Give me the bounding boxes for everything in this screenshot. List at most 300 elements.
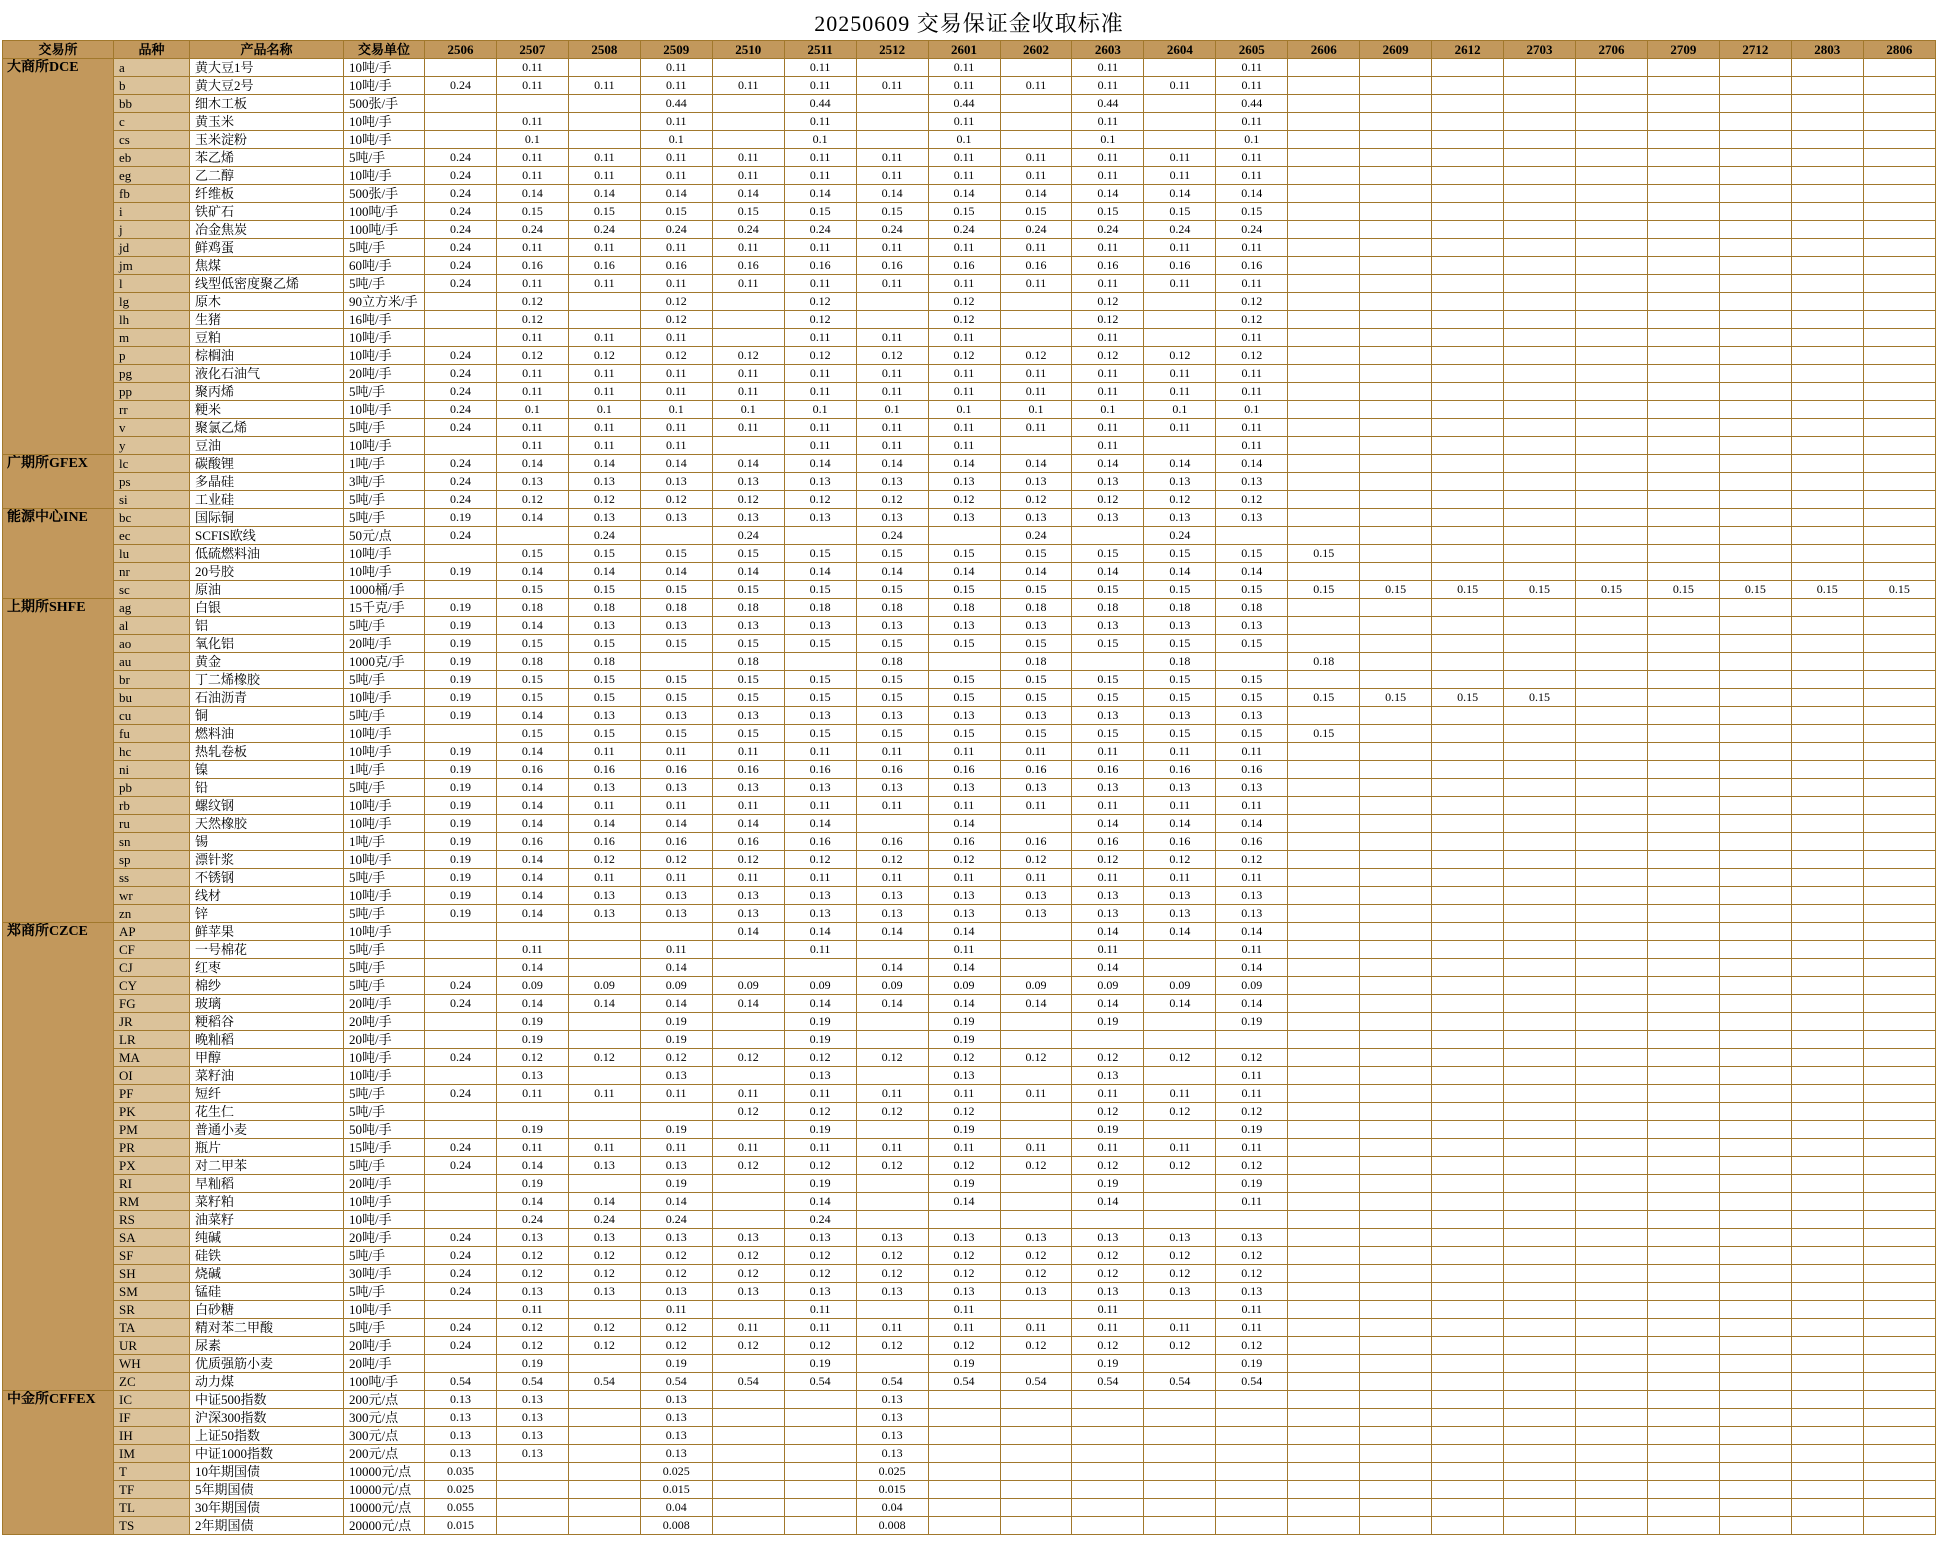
margin-value-cell: 0.16 <box>712 761 784 779</box>
margin-value-cell: 0.12 <box>856 347 928 365</box>
margin-value-cell: 0.44 <box>1216 95 1288 113</box>
margin-value-cell: 0.11 <box>1072 1301 1144 1319</box>
margin-value-cell <box>1791 1373 1863 1391</box>
margin-value-cell <box>1432 1463 1504 1481</box>
margin-value-cell <box>496 527 568 545</box>
margin-value-cell: 0.18 <box>496 599 568 617</box>
margin-value-cell: 0.11 <box>784 869 856 887</box>
margin-value-cell <box>1791 419 1863 437</box>
margin-value-cell <box>1576 131 1648 149</box>
margin-value-cell: 0.16 <box>1216 833 1288 851</box>
margin-value-cell <box>1432 743 1504 761</box>
product-row <box>3 401 1936 419</box>
margin-value-cell <box>1576 1517 1648 1535</box>
margin-value-cell <box>425 59 497 77</box>
margin-value-cell <box>1360 923 1432 941</box>
margin-value-cell: 0.12 <box>1072 293 1144 311</box>
margin-value-cell <box>1576 1319 1648 1337</box>
product-row <box>3 185 1936 203</box>
contract-column-header: 2509 <box>640 41 712 59</box>
product-name-cell: 漂针浆 <box>190 851 344 869</box>
trade-unit-cell: 500张/手 <box>344 95 425 113</box>
margin-value-cell <box>1432 815 1504 833</box>
product-row <box>3 1229 1936 1247</box>
margin-value-cell: 0.15 <box>1000 581 1072 599</box>
margin-value-cell <box>1360 347 1432 365</box>
margin-value-cell <box>1288 1265 1360 1283</box>
margin-value-cell: 0.11 <box>1144 869 1216 887</box>
contract-column-header: 2703 <box>1504 41 1576 59</box>
product-name-cell: 螺纹钢 <box>190 797 344 815</box>
margin-value-cell <box>1072 1445 1144 1463</box>
margin-value-cell: 0.14 <box>640 563 712 581</box>
margin-value-cell <box>1432 1355 1504 1373</box>
margin-value-cell: 0.15 <box>1072 671 1144 689</box>
margin-value-cell: 0.11 <box>1072 1139 1144 1157</box>
margin-value-cell <box>712 329 784 347</box>
margin-value-cell <box>1791 743 1863 761</box>
margin-value-cell <box>1863 977 1935 995</box>
margin-value-cell: 0.015 <box>425 1517 497 1535</box>
margin-value-cell: 0.14 <box>1000 185 1072 203</box>
margin-value-cell: 0.15 <box>1216 635 1288 653</box>
margin-value-cell: 0.54 <box>568 1373 640 1391</box>
margin-value-cell <box>1719 509 1791 527</box>
margin-value-cell: 0.13 <box>928 509 1000 527</box>
product-row <box>3 311 1936 329</box>
margin-value-cell <box>928 1427 1000 1445</box>
product-row <box>3 1373 1936 1391</box>
margin-value-cell: 0.13 <box>856 779 928 797</box>
margin-value-cell: 0.12 <box>640 851 712 869</box>
margin-value-cell <box>1432 401 1504 419</box>
margin-value-cell <box>568 1355 640 1373</box>
trade-unit-cell: 50元/点 <box>344 527 425 545</box>
contract-column-header: 2601 <box>928 41 1000 59</box>
margin-value-cell <box>1719 1373 1791 1391</box>
product-name-cell: 细木工板 <box>190 95 344 113</box>
margin-value-cell: 0.14 <box>1072 959 1144 977</box>
variety-code-cell: m <box>114 329 190 347</box>
margin-value-cell <box>1576 167 1648 185</box>
margin-value-cell: 0.11 <box>784 149 856 167</box>
margin-value-cell <box>1576 1499 1648 1517</box>
margin-value-cell <box>1576 761 1648 779</box>
margin-value-cell: 0.09 <box>784 977 856 995</box>
margin-value-cell <box>1576 977 1648 995</box>
product-name-cell: 热轧卷板 <box>190 743 344 761</box>
margin-value-cell <box>1504 671 1576 689</box>
margin-value-cell: 0.15 <box>928 725 1000 743</box>
margin-value-cell <box>1863 167 1935 185</box>
margin-value-cell: 0.11 <box>640 941 712 959</box>
product-name-cell: 丁二烯橡胶 <box>190 671 344 689</box>
margin-value-cell: 0.12 <box>1072 1157 1144 1175</box>
margin-value-cell <box>1288 149 1360 167</box>
margin-value-cell <box>1719 1193 1791 1211</box>
margin-value-cell: 0.15 <box>1216 545 1288 563</box>
margin-value-cell <box>1144 1409 1216 1427</box>
margin-value-cell <box>1791 473 1863 491</box>
margin-value-cell: 0.12 <box>1072 1103 1144 1121</box>
product-name-cell: 晚籼稻 <box>190 1031 344 1049</box>
margin-value-cell: 0.19 <box>1072 1355 1144 1373</box>
margin-value-cell: 0.19 <box>425 887 497 905</box>
margin-value-cell <box>1144 1193 1216 1211</box>
margin-value-cell <box>1647 923 1719 941</box>
margin-value-cell <box>1288 1031 1360 1049</box>
margin-value-cell: 0.12 <box>928 1103 1000 1121</box>
margin-value-cell <box>1432 149 1504 167</box>
margin-value-cell: 0.15 <box>856 581 928 599</box>
margin-value-cell: 0.12 <box>712 1265 784 1283</box>
margin-value-cell: 0.13 <box>640 509 712 527</box>
margin-value-cell <box>1791 1121 1863 1139</box>
trade-unit-cell: 20吨/手 <box>344 1229 425 1247</box>
margin-value-cell <box>1791 797 1863 815</box>
margin-value-cell: 0.16 <box>640 761 712 779</box>
margin-value-cell <box>1647 203 1719 221</box>
margin-value-cell <box>1863 1067 1935 1085</box>
margin-value-cell <box>1576 221 1648 239</box>
margin-value-cell: 0.54 <box>856 1373 928 1391</box>
margin-value-cell <box>1647 221 1719 239</box>
margin-value-cell: 0.15 <box>928 635 1000 653</box>
variety-code-cell: PR <box>114 1139 190 1157</box>
margin-value-cell: 0.11 <box>640 167 712 185</box>
margin-value-cell <box>1360 995 1432 1013</box>
margin-value-cell <box>1863 563 1935 581</box>
margin-value-cell <box>1288 185 1360 203</box>
margin-value-cell <box>1288 221 1360 239</box>
product-name-cell: 苯乙烯 <box>190 149 344 167</box>
margin-value-cell <box>1288 257 1360 275</box>
margin-value-cell <box>1504 1409 1576 1427</box>
product-row <box>3 545 1936 563</box>
variety-code-cell: CJ <box>114 959 190 977</box>
margin-value-cell: 0.16 <box>784 761 856 779</box>
margin-value-cell <box>1288 1103 1360 1121</box>
margin-value-cell: 0.13 <box>1144 1229 1216 1247</box>
margin-value-cell <box>1647 707 1719 725</box>
margin-value-cell <box>1863 1445 1935 1463</box>
margin-value-cell: 0.12 <box>496 311 568 329</box>
margin-value-cell: 0.14 <box>568 455 640 473</box>
margin-value-cell: 0.13 <box>1000 617 1072 635</box>
margin-value-cell: 0.11 <box>856 167 928 185</box>
margin-value-cell: 0.13 <box>856 905 928 923</box>
product-row <box>3 887 1936 905</box>
margin-value-cell <box>1647 167 1719 185</box>
margin-value-cell: 0.11 <box>568 365 640 383</box>
product-name-cell: 沪深300指数 <box>190 1409 344 1427</box>
margin-value-cell <box>1647 1499 1719 1517</box>
margin-value-cell <box>1288 635 1360 653</box>
product-row <box>3 1463 1936 1481</box>
margin-value-cell <box>1504 1121 1576 1139</box>
margin-value-cell: 0.18 <box>496 653 568 671</box>
margin-value-cell <box>1791 1445 1863 1463</box>
margin-value-cell <box>1360 1067 1432 1085</box>
margin-value-cell <box>1647 545 1719 563</box>
margin-value-cell: 0.12 <box>640 1247 712 1265</box>
margin-value-cell: 0.12 <box>1072 347 1144 365</box>
margin-value-cell: 0.11 <box>856 365 928 383</box>
margin-value-cell <box>1863 959 1935 977</box>
margin-value-cell: 0.24 <box>425 1283 497 1301</box>
margin-value-cell <box>1504 383 1576 401</box>
product-row <box>3 1355 1936 1373</box>
margin-value-cell: 0.12 <box>712 1247 784 1265</box>
margin-value-cell <box>712 1499 784 1517</box>
margin-value-cell: 0.025 <box>640 1463 712 1481</box>
margin-value-cell: 0.11 <box>1072 239 1144 257</box>
margin-value-cell: 0.11 <box>1144 149 1216 167</box>
margin-value-cell: 0.12 <box>712 1049 784 1067</box>
margin-value-cell <box>1144 95 1216 113</box>
table-header <box>3 41 1936 59</box>
margin-value-cell <box>568 1517 640 1535</box>
margin-value-cell: 0.15 <box>856 671 928 689</box>
product-row <box>3 527 1936 545</box>
contract-column-header: 2507 <box>496 41 568 59</box>
margin-value-cell: 0.1 <box>496 401 568 419</box>
margin-value-cell <box>712 1463 784 1481</box>
margin-value-cell: 0.19 <box>425 743 497 761</box>
margin-value-cell <box>1863 1139 1935 1157</box>
margin-value-cell <box>1432 1301 1504 1319</box>
margin-value-cell <box>712 1031 784 1049</box>
margin-value-cell <box>1360 671 1432 689</box>
margin-value-cell: 0.13 <box>568 1157 640 1175</box>
margin-value-cell: 0.11 <box>928 149 1000 167</box>
variety-code-cell: fu <box>114 725 190 743</box>
variety-code-cell: c <box>114 113 190 131</box>
margin-value-cell: 0.14 <box>928 815 1000 833</box>
product-row <box>3 653 1936 671</box>
margin-value-cell <box>1576 275 1648 293</box>
margin-value-cell: 0.11 <box>712 365 784 383</box>
margin-value-cell: 0.11 <box>712 167 784 185</box>
margin-value-cell <box>1288 239 1360 257</box>
margin-value-cell <box>496 1499 568 1517</box>
margin-value-cell <box>1791 725 1863 743</box>
margin-value-cell <box>1647 437 1719 455</box>
margin-value-cell <box>425 1193 497 1211</box>
margin-value-cell <box>1432 365 1504 383</box>
margin-value-cell: 0.11 <box>712 383 784 401</box>
margin-value-cell: 0.11 <box>784 167 856 185</box>
product-row <box>3 1013 1936 1031</box>
margin-value-cell <box>1791 1265 1863 1283</box>
margin-value-cell <box>1863 239 1935 257</box>
product-name-cell: 线型低密度聚乙烯 <box>190 275 344 293</box>
margin-value-cell <box>1504 941 1576 959</box>
margin-value-cell: 0.11 <box>1000 383 1072 401</box>
margin-value-cell: 0.11 <box>1072 437 1144 455</box>
margin-value-cell <box>1504 743 1576 761</box>
margin-value-cell <box>1504 725 1576 743</box>
margin-value-cell <box>1576 1013 1648 1031</box>
margin-value-cell: 0.15 <box>712 689 784 707</box>
variety-code-cell: SM <box>114 1283 190 1301</box>
trade-unit-cell: 10000元/点 <box>344 1463 425 1481</box>
margin-value-cell <box>1791 1049 1863 1067</box>
variety-code-cell: a <box>114 59 190 77</box>
margin-value-cell: 0.12 <box>856 851 928 869</box>
trade-unit-cell: 5吨/手 <box>344 1085 425 1103</box>
margin-value-cell <box>1719 1103 1791 1121</box>
variety-code-cell: ni <box>114 761 190 779</box>
margin-value-cell: 0.13 <box>1072 887 1144 905</box>
exchange-cell: 能源中心INE <box>3 509 114 599</box>
product-name-cell: 线材 <box>190 887 344 905</box>
trade-unit-cell: 10吨/手 <box>344 1067 425 1085</box>
product-name-cell: 油菜籽 <box>190 1211 344 1229</box>
variety-code-cell: si <box>114 491 190 509</box>
margin-value-cell <box>712 1481 784 1499</box>
margin-value-cell <box>1863 419 1935 437</box>
margin-value-cell <box>1863 1463 1935 1481</box>
margin-value-cell <box>1000 941 1072 959</box>
margin-value-cell <box>1791 1193 1863 1211</box>
margin-value-cell <box>712 311 784 329</box>
margin-value-cell <box>1576 545 1648 563</box>
margin-value-cell <box>1504 977 1576 995</box>
margin-value-cell <box>1288 797 1360 815</box>
margin-value-cell <box>1360 383 1432 401</box>
margin-value-cell <box>1288 743 1360 761</box>
margin-value-cell <box>1432 671 1504 689</box>
margin-value-cell <box>784 653 856 671</box>
margin-value-cell <box>1216 1499 1288 1517</box>
margin-value-cell: 0.15 <box>928 203 1000 221</box>
margin-value-cell: 0.12 <box>784 1157 856 1175</box>
margin-value-cell <box>568 131 640 149</box>
margin-value-cell: 0.11 <box>568 1139 640 1157</box>
margin-value-cell <box>1360 563 1432 581</box>
margin-value-cell <box>1504 833 1576 851</box>
margin-value-cell <box>1360 851 1432 869</box>
margin-value-cell: 0.15 <box>496 581 568 599</box>
margin-value-cell: 0.14 <box>1000 995 1072 1013</box>
margin-value-cell: 0.18 <box>784 599 856 617</box>
trade-unit-cell: 500张/手 <box>344 185 425 203</box>
margin-value-cell <box>1288 275 1360 293</box>
margin-value-cell: 0.12 <box>1144 851 1216 869</box>
margin-value-cell: 0.1 <box>640 131 712 149</box>
variety-code-cell: ag <box>114 599 190 617</box>
margin-value-cell: 0.11 <box>568 797 640 815</box>
margin-value-cell: 0.24 <box>425 1319 497 1337</box>
margin-value-cell: 0.15 <box>928 671 1000 689</box>
product-row <box>3 1049 1936 1067</box>
product-name-cell: 豆粕 <box>190 329 344 347</box>
margin-value-cell <box>1360 815 1432 833</box>
margin-value-cell <box>1360 977 1432 995</box>
margin-value-cell: 0.12 <box>1072 1247 1144 1265</box>
margin-value-cell <box>1863 1211 1935 1229</box>
product-row <box>3 959 1936 977</box>
margin-value-cell: 0.11 <box>640 1301 712 1319</box>
margin-value-cell: 0.15 <box>712 203 784 221</box>
product-name-cell: 燃料油 <box>190 725 344 743</box>
margin-value-cell <box>1216 1391 1288 1409</box>
margin-value-cell: 0.24 <box>568 527 640 545</box>
margin-value-cell: 0.16 <box>496 257 568 275</box>
margin-value-cell <box>1144 131 1216 149</box>
margin-value-cell: 0.12 <box>1144 1157 1216 1175</box>
margin-value-cell <box>1432 635 1504 653</box>
margin-value-cell: 0.19 <box>425 797 497 815</box>
variety-code-cell: lu <box>114 545 190 563</box>
margin-value-cell: 0.13 <box>640 707 712 725</box>
margin-value-cell: 0.14 <box>928 1193 1000 1211</box>
variety-code-cell: RS <box>114 1211 190 1229</box>
margin-value-cell: 0.1 <box>712 401 784 419</box>
margin-value-cell <box>784 527 856 545</box>
margin-value-cell: 0.15 <box>1216 581 1288 599</box>
margin-value-cell: 0.12 <box>1144 1049 1216 1067</box>
margin-value-cell <box>1791 491 1863 509</box>
margin-value-cell <box>1432 761 1504 779</box>
margin-value-cell: 0.54 <box>425 1373 497 1391</box>
margin-value-cell <box>1360 1301 1432 1319</box>
margin-value-cell <box>1647 275 1719 293</box>
margin-value-cell: 0.09 <box>568 977 640 995</box>
column-header: 产品名称 <box>190 41 344 59</box>
margin-value-cell: 0.14 <box>640 815 712 833</box>
margin-value-cell <box>1144 437 1216 455</box>
trade-unit-cell: 20吨/手 <box>344 1031 425 1049</box>
margin-value-cell <box>1647 131 1719 149</box>
variety-code-cell: cs <box>114 131 190 149</box>
margin-value-cell <box>1719 1409 1791 1427</box>
product-row <box>3 815 1936 833</box>
margin-value-cell <box>1432 167 1504 185</box>
margin-value-cell <box>1863 95 1935 113</box>
margin-value-cell: 0.11 <box>1216 59 1288 77</box>
margin-value-cell <box>1576 671 1648 689</box>
margin-value-cell <box>1288 1301 1360 1319</box>
margin-value-cell: 0.11 <box>928 383 1000 401</box>
margin-value-cell <box>1576 95 1648 113</box>
product-name-cell: 甲醇 <box>190 1049 344 1067</box>
margin-value-cell <box>1360 131 1432 149</box>
margin-value-cell: 0.09 <box>712 977 784 995</box>
margin-value-cell: 0.18 <box>568 599 640 617</box>
margin-value-cell <box>712 59 784 77</box>
margin-value-cell <box>1432 1139 1504 1157</box>
margin-value-cell <box>1791 545 1863 563</box>
margin-value-cell: 0.11 <box>784 329 856 347</box>
margin-value-cell <box>1647 1193 1719 1211</box>
product-row <box>3 1211 1936 1229</box>
margin-value-cell: 0.12 <box>1072 1337 1144 1355</box>
contract-column-header: 2604 <box>1144 41 1216 59</box>
product-row <box>3 239 1936 257</box>
margin-value-cell: 0.12 <box>856 491 928 509</box>
margin-value-cell: 0.13 <box>640 779 712 797</box>
margin-value-cell: 0.18 <box>856 599 928 617</box>
margin-value-cell <box>1504 707 1576 725</box>
margin-value-cell <box>1576 1409 1648 1427</box>
product-name-cell: 鲜苹果 <box>190 923 344 941</box>
margin-value-cell <box>1504 815 1576 833</box>
variety-code-cell: RI <box>114 1175 190 1193</box>
variety-code-cell: JR <box>114 1013 190 1031</box>
product-row <box>3 347 1936 365</box>
